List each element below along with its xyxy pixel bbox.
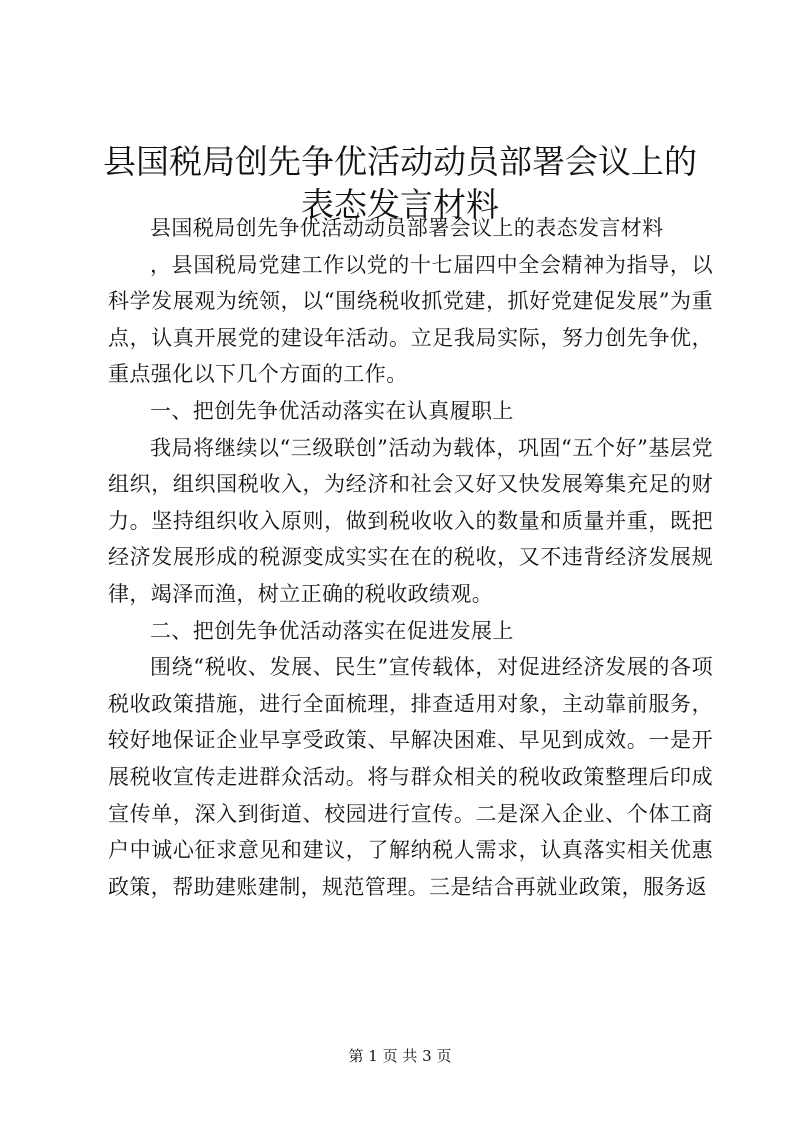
paragraph-heading-repeat: 县国税局创先争优活动动员部署会议上的表态发言材料 [150,216,664,240]
page-footer: 第 1 页 共 3 页 [348,1047,452,1065]
section-heading-1: 一、把创先争优活动落实在认真履职上 [150,398,514,423]
document-body [108,210,713,905]
document-title: 县国税局创先争优活动动员部署会议上的表态发言材料 [103,142,697,224]
section-heading-2: 二、把创先争优活动落实在促进发展上 [150,618,514,643]
paragraph-intro: ，县国税局党建工作以党的十七届四中全会精神为指导，以科学发展观为统领，以“围绕税收抓党建，抓好党建促发展”为重点，认真开展党的建设年活动。立足我局实际，努力创先争优，重点强化以下几个方面的工作。 [108,252,713,387]
paragraph-section-2: 围绕“税收、发展、民生”宣传载体，对促进经济发展的各项税收政策措施，进行全面梳理，排查适用对象，主动靠前服务，较好地保证企业早享受政策、早解决困难、早见到成效。一是开展税收宣传走进群众活动。将与群众相关的税收政策整理后印成宣传单，深入到街道、校园进行宣传。二是深入企业、个体工商户中诚心征求意见和建议，了解纳税人需求，认真落实相关优惠政策，帮助建账建制，规范管理。三是结合再就业政策，服务返 [108,655,713,899]
paragraph-section-1: 我局将继续以“三级联创”活动为载体，巩固“五个好”基层党组织，组织国税收入，为经济和社会又好又快发展筹集充足的财力。坚持组织收入原则，做到税收收入的数量和质量并重，既把经济发展形成的税源变成实实在在的税收，又不违背经济发展规律，竭泽而渔，树立正确的税收政绩观。 [108,435,713,606]
